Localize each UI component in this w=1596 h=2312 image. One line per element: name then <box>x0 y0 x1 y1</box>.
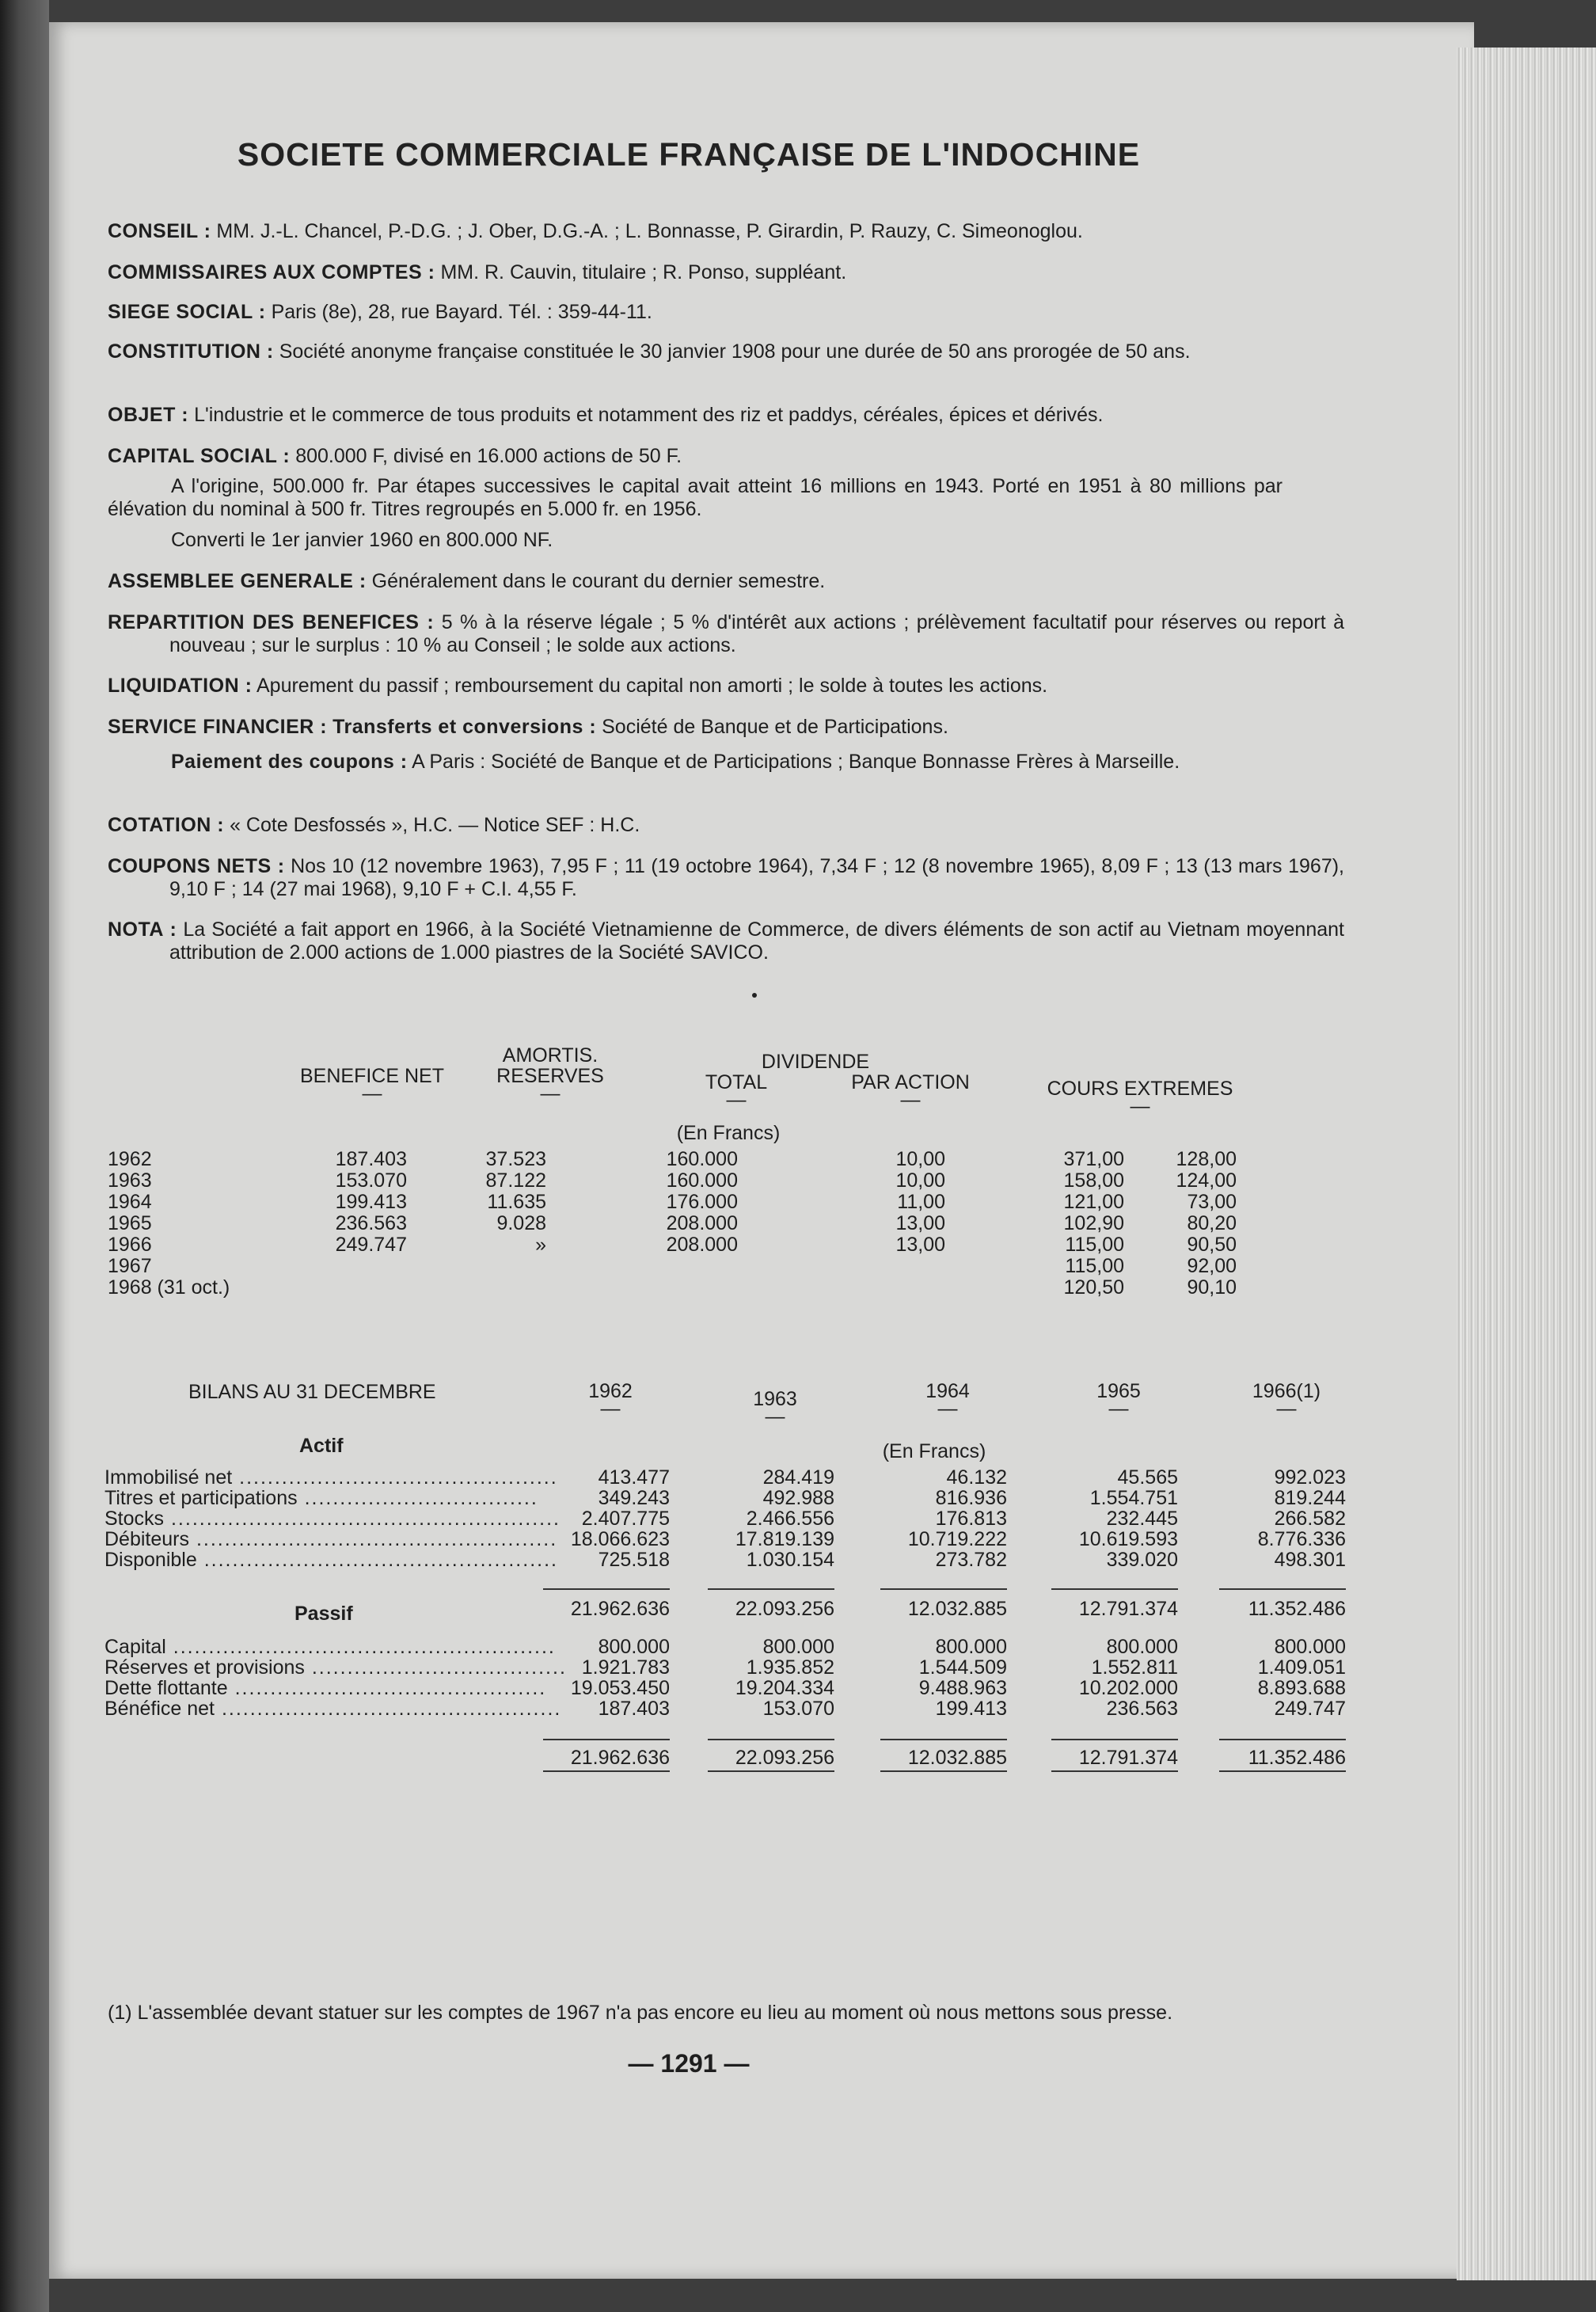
total-rule <box>880 1588 1007 1590</box>
results-year: 1968 (31 oct.) <box>108 1276 230 1299</box>
paiement-label: Paiement des coupons : <box>171 751 408 773</box>
passif-row-label <box>104 1698 561 1721</box>
header-benefice: BENEFICE NET — <box>300 1065 444 1105</box>
actif-total-cell: 12.032.885 <box>907 1598 1007 1620</box>
total-rule <box>1219 1739 1346 1740</box>
actif-row-label-text: Disponible <box>104 1549 197 1571</box>
bilans-cell: 10.619.593 <box>1078 1528 1178 1550</box>
dot-leader: ................................................ <box>215 1698 562 1720</box>
commissaires-text: MM. R. Cauvin, titulaire ; R. Ponso, suppléant. <box>440 261 847 283</box>
dot-leader: .................................... <box>304 1656 567 1679</box>
passif-row-label <box>104 1677 546 1700</box>
results-cell-haut: 120,50 <box>1063 1276 1124 1299</box>
results-cell-total: 208.000 <box>666 1212 738 1234</box>
results-unit: (En Francs) <box>676 1122 781 1144</box>
bilans-cell: 800.000 <box>762 1636 834 1658</box>
bilans-cell: 10.719.222 <box>907 1528 1007 1550</box>
bilans-title <box>188 1381 436 1404</box>
passif-row-label-text: Dette flottante <box>104 1677 228 1699</box>
header-amortis-line2: RESERVES <box>496 1065 604 1087</box>
results-cell-bas: 128,00 <box>1176 1148 1237 1170</box>
page-title: SOCIETE COMMERCIALE FRANÇAISE DE L'INDOCHINE <box>237 136 1141 173</box>
actif-row-label <box>104 1487 538 1510</box>
actif-total-cell: 11.352.486 <box>1248 1598 1346 1620</box>
passif-row-label-text: Réserves et provisions <box>104 1656 305 1679</box>
bilans-cell: 18.066.623 <box>570 1528 670 1550</box>
bilans-cell: 800.000 <box>1106 1636 1178 1658</box>
cotation-paragraph <box>108 814 1282 837</box>
bilans-cell: 1.544.509 <box>918 1656 1007 1679</box>
results-cell-benefice: 153.070 <box>335 1169 407 1192</box>
results-cell-amortis: 87.122 <box>485 1169 546 1192</box>
results-cell-amortis: 37.523 <box>485 1148 546 1170</box>
results-cell-bas: 80,20 <box>1187 1212 1237 1234</box>
bilans-cell: 8.893.688 <box>1257 1677 1346 1699</box>
bilans-cell: 413.477 <box>598 1466 670 1489</box>
bilans-cell: 273.782 <box>935 1549 1007 1571</box>
bilans-title-text: BILANS AU 31 DECEMBRE <box>188 1381 436 1403</box>
results-cell-amortis: 11.635 <box>487 1191 546 1213</box>
constitution-text: Société anonyme française constituée le 30 janvier 1908 pour une durée de 50 ans prorogée de 50 ans. <box>279 340 1191 363</box>
results-cell-bas: 73,00 <box>1187 1191 1237 1213</box>
bilans-cell: 819.244 <box>1274 1487 1346 1509</box>
bilans-cell: 236.563 <box>1106 1698 1178 1720</box>
total-rule <box>543 1588 670 1590</box>
nota-paragraph <box>108 918 1344 964</box>
results-cell-par_action: 11,00 <box>897 1191 945 1213</box>
service-text: Société de Banque et de Participations. <box>602 716 948 738</box>
passif-total-cell: 22.093.256 <box>735 1747 834 1769</box>
results-cell-haut: 115,00 <box>1065 1234 1124 1256</box>
results-cell-bas: 124,00 <box>1176 1169 1237 1192</box>
results-cell-amortis: » <box>535 1234 546 1256</box>
dot-leader: ............................................ <box>227 1677 547 1699</box>
total-rule <box>1219 1588 1346 1590</box>
actif-heading: Actif <box>299 1435 344 1457</box>
passif-row-label-text: Bénéfice net <box>104 1698 215 1720</box>
total-rule <box>1051 1770 1178 1772</box>
repartition-paragraph <box>108 611 1344 657</box>
service-sublabel: Transferts et conversions : <box>332 716 597 738</box>
bilans-year-header: 1963 — <box>753 1388 797 1428</box>
bilans-cell: 800.000 <box>598 1636 670 1658</box>
objet-label: OBJET : <box>108 404 189 426</box>
bilans-year-label: 1964 <box>925 1380 970 1402</box>
cotation-label: COTATION : <box>108 814 225 836</box>
bilans-cell: 1.921.783 <box>581 1656 670 1679</box>
service-label: SERVICE FINANCIER : <box>108 716 328 738</box>
capital-history: A l'origine, 500.000 fr. Par étapes successives le capital avait atteint 16 millions en 1943. Porté en 1951 à 80 millions par élévation du nominal à 500 fr. Titres regroupés en 5.000 fr. en 1956. <box>108 475 1282 520</box>
results-cell-haut: 102,90 <box>1063 1212 1124 1234</box>
results-cell-par_action: 13,00 <box>895 1234 945 1256</box>
bilans-cell: 800.000 <box>935 1636 1007 1658</box>
bilans-cell: 19.053.450 <box>570 1677 670 1699</box>
header-benefice-label: BENEFICE NET <box>300 1065 444 1087</box>
dot-leader: ....................................................... <box>164 1508 560 1530</box>
nota-label: NOTA : <box>108 918 177 941</box>
actif-total-cell: 21.962.636 <box>570 1598 670 1620</box>
objet-paragraph <box>108 404 1282 427</box>
service-paragraph <box>108 716 1282 739</box>
conseil-text: MM. J.-L. Chancel, P.-D.G. ; J. Ober, D.G.-A. ; L. Bonnasse, P. Girardin, P. Rauzy, C. Simeonoglou. <box>216 220 1083 242</box>
page-number: — 1291 — <box>628 2049 750 2078</box>
passif-row-label <box>104 1636 556 1659</box>
actif-row-label <box>104 1466 558 1489</box>
bilans-year-header: 1962 — <box>588 1380 633 1420</box>
bilans-cell: 1.552.811 <box>1091 1656 1178 1679</box>
separator-dot <box>752 993 757 998</box>
commissaires-label: COMMISSAIRES AUX COMPTES : <box>108 261 435 283</box>
total-rule <box>708 1770 834 1772</box>
coupons-label: COUPONS NETS : <box>108 855 285 877</box>
constitution-paragraph <box>108 340 1344 363</box>
total-rule <box>1219 1770 1346 1772</box>
bilans-cell: 992.023 <box>1274 1466 1346 1489</box>
actif-total-cell: 12.791.374 <box>1078 1598 1178 1620</box>
bilans-unit: (En Francs) <box>882 1440 986 1462</box>
bilans-year-label: 1965 <box>1096 1380 1141 1402</box>
siege-label: SIEGE SOCIAL : <box>108 301 266 323</box>
results-cell-bas: 90,50 <box>1187 1234 1237 1256</box>
bilans-cell: 19.204.334 <box>735 1677 834 1699</box>
assemblee-label: ASSEMBLEE GENERALE : <box>108 570 367 592</box>
results-cell-total: 160.000 <box>666 1169 738 1192</box>
bilans-cell: 725.518 <box>598 1549 670 1571</box>
siege-paragraph <box>108 301 1282 324</box>
results-cell-total: 176.000 <box>666 1191 738 1213</box>
bilans-cell: 9.488.963 <box>918 1677 1007 1699</box>
header-amortis-line1: AMORTIS. <box>502 1044 598 1067</box>
bilans-cell: 17.819.139 <box>735 1528 834 1550</box>
header-amortis: AMORTIS. RESERVES — <box>496 1044 604 1105</box>
paiement-paragraph <box>155 751 1282 774</box>
results-year: 1966 <box>108 1234 152 1256</box>
header-total: TOTAL — <box>705 1071 768 1111</box>
total-rule <box>543 1770 670 1772</box>
results-cell-bas: 92,00 <box>1187 1255 1237 1277</box>
results-cell-par_action: 10,00 <box>895 1148 945 1170</box>
header-cours-label: COURS EXTREMES <box>1047 1078 1233 1100</box>
results-year: 1962 <box>108 1148 152 1170</box>
bilans-cell: 187.403 <box>598 1698 670 1720</box>
passif-total-cell: 12.791.374 <box>1078 1747 1178 1769</box>
capital-label: CAPITAL SOCIAL : <box>108 445 291 467</box>
coupons-text: Nos 10 (12 novembre 1963), 7,95 F ; 11 (19 octobre 1964), 7,34 F ; 12 (8 novembre 1965), 8,09 F ; 13 (13 mars 1967), 9,10 F ; 14 (27 mai 1968), 9,10 F + C.I. 4,55 F. <box>169 855 1344 900</box>
bilans-cell: 1.935.852 <box>746 1656 834 1679</box>
bilans-cell: 339.020 <box>1106 1549 1178 1571</box>
nota-text: La Société a fait apport en 1966, à la Société Vietnamienne de Commerce, de divers éléments de son actif au Vietnam moyennant attribution de 2.000 actions de 1.000 piastres de la Société SAVICO. <box>169 918 1344 964</box>
results-year: 1964 <box>108 1191 152 1213</box>
bilans-cell: 492.988 <box>762 1487 834 1509</box>
results-cell-par_action: 13,00 <box>895 1212 945 1234</box>
results-cell-amortis: 9.028 <box>496 1212 546 1234</box>
passif-total-cell: 11.352.486 <box>1248 1747 1346 1769</box>
actif-row-label <box>104 1508 560 1531</box>
bilans-cell: 349.243 <box>598 1487 670 1509</box>
total-rule <box>1051 1588 1178 1590</box>
bilans-cell: 498.301 <box>1274 1549 1346 1571</box>
assemblee-paragraph <box>108 570 1282 593</box>
passif-row-label-text: Capital <box>104 1636 166 1658</box>
bilans-cell: 45.565 <box>1117 1466 1178 1489</box>
bilans-cell: 2.466.556 <box>746 1508 834 1530</box>
bilans-cell: 8.776.336 <box>1257 1528 1346 1550</box>
results-cell-benefice: 187.403 <box>335 1148 407 1170</box>
liquidation-paragraph <box>108 675 1282 698</box>
liquidation-text: Apurement du passif ; remboursement du capital non amorti ; le solde à toutes les actions. <box>256 675 1048 697</box>
bilans-cell: 249.747 <box>1274 1698 1346 1720</box>
conseil-label: CONSEIL : <box>108 220 211 242</box>
bilans-cell: 1.409.051 <box>1257 1656 1346 1679</box>
results-cell-bas: 90,10 <box>1187 1276 1237 1299</box>
results-cell-benefice: 199.413 <box>335 1191 407 1213</box>
total-rule <box>708 1739 834 1740</box>
bilans-cell: 199.413 <box>935 1698 1007 1720</box>
conseil-paragraph <box>108 220 1282 243</box>
header-par-action: PAR ACTION — <box>851 1071 970 1111</box>
header-cours: COURS EXTREMES — <box>1047 1078 1233 1117</box>
results-cell-haut: 121,00 <box>1063 1191 1124 1213</box>
bilans-cell: 266.582 <box>1274 1508 1346 1530</box>
actif-row-label-text: Stocks <box>104 1508 165 1530</box>
passif-heading: Passif <box>294 1603 353 1625</box>
siege-text: Paris (8e), 28, rue Bayard. Tél. : 359-44-11. <box>271 301 652 323</box>
repartition-text: 5 % à la réserve légale ; 5 % d'intérêt aux actions ; prélèvement facultatif pour réserves ou report à nouveau ; sur le surplus : 10 % au Conseil ; le solde aux actions. <box>169 611 1344 656</box>
assemblee-text: Généralement dans le courant du dernier semestre. <box>371 570 826 592</box>
results-cell-benefice: 236.563 <box>335 1212 407 1234</box>
capital-conversion: Converti le 1er janvier 1960 en 800.000 NF. <box>171 529 553 551</box>
bilans-cell: 284.419 <box>762 1466 834 1489</box>
header-par-action-label: PAR ACTION <box>851 1071 970 1093</box>
dot-leader: ................................. <box>297 1487 538 1509</box>
results-cell-haut: 371,00 <box>1063 1148 1124 1170</box>
bilans-cell: 153.070 <box>762 1698 834 1720</box>
actif-row-label-text: Immobilisé net <box>104 1466 233 1489</box>
header-total-label: TOTAL <box>705 1071 768 1093</box>
results-cell-total: 208.000 <box>666 1234 738 1256</box>
bilans-cell: 176.813 <box>935 1508 1007 1530</box>
bilans-cell: 232.445 <box>1106 1508 1178 1530</box>
actif-total-cell: 22.093.256 <box>735 1598 834 1620</box>
actif-row-label <box>104 1549 558 1572</box>
bilans-cell: 800.000 <box>1274 1636 1346 1658</box>
bilans-year-label: 1966(1) <box>1252 1380 1321 1402</box>
dot-leader: ................................................... <box>189 1528 558 1550</box>
bilans-year-header: 1964 — <box>925 1380 970 1420</box>
objet-text: L'industrie et le commerce de tous produits et notamment des riz et paddys, céréales, épices et dérivés. <box>194 404 1104 426</box>
capital-text: 800.000 F, divisé en 16.000 actions de 50 F. <box>295 445 682 467</box>
dot-leader: ...................................................... <box>165 1636 556 1658</box>
cotation-text: « Cote Desfossés », H.C. — Notice SEF : H.C. <box>230 814 640 836</box>
passif-total-cell: 12.032.885 <box>907 1747 1007 1769</box>
results-year: 1963 <box>108 1169 152 1192</box>
dot-leader: .................................................. <box>196 1549 558 1571</box>
bilans-cell: 10.202.000 <box>1078 1677 1178 1699</box>
total-rule <box>1051 1739 1178 1740</box>
commissaires-paragraph <box>108 261 1282 284</box>
header-dividende: DIVIDENDE <box>761 1051 870 1073</box>
total-rule <box>708 1588 834 1590</box>
total-rule <box>543 1739 670 1740</box>
results-cell-par_action: 10,00 <box>895 1169 945 1192</box>
coupons-paragraph <box>108 855 1344 901</box>
results-year: 1965 <box>108 1212 152 1234</box>
actif-row-label-text: Titres et participations <box>104 1487 298 1509</box>
repartition-label: REPARTITION DES BENEFICES : <box>108 611 435 633</box>
actif-row-label <box>104 1528 557 1551</box>
bilans-year-label: 1963 <box>753 1388 797 1410</box>
bilans-year-header: 1966(1) — <box>1252 1380 1321 1420</box>
results-cell-haut: 158,00 <box>1063 1169 1124 1192</box>
footnote: (1) L'assemblée devant statuer sur les comptes de 1967 n'a pas encore eu lieu au moment où nous mettons sous presse. <box>108 2002 1173 2024</box>
constitution-label: CONSTITUTION : <box>108 340 274 363</box>
bilans-cell: 2.407.775 <box>581 1508 670 1530</box>
bilans-cell: 1.030.154 <box>746 1549 834 1571</box>
results-year: 1967 <box>108 1255 152 1277</box>
liquidation-label: LIQUIDATION : <box>108 675 253 697</box>
bilans-year-header: 1965 — <box>1096 1380 1141 1420</box>
paiement-text: A Paris : Société de Banque et de Participations ; Banque Bonnasse Frères à Marseille. <box>412 751 1180 773</box>
results-cell-haut: 115,00 <box>1065 1255 1124 1277</box>
bilans-cell: 1.554.751 <box>1089 1487 1178 1509</box>
passif-total-cell: 21.962.636 <box>570 1747 670 1769</box>
actif-row-label-text: Débiteurs <box>104 1528 189 1550</box>
results-cell-benefice: 249.747 <box>335 1234 407 1256</box>
total-rule <box>880 1770 1007 1772</box>
bilans-year-label: 1962 <box>588 1380 633 1402</box>
dot-leader: ............................................. <box>232 1466 558 1489</box>
results-cell-total: 160.000 <box>666 1148 738 1170</box>
bilans-cell: 816.936 <box>935 1487 1007 1509</box>
capital-paragraph <box>108 445 1282 468</box>
bilans-cell: 46.132 <box>946 1466 1007 1489</box>
total-rule <box>880 1739 1007 1740</box>
